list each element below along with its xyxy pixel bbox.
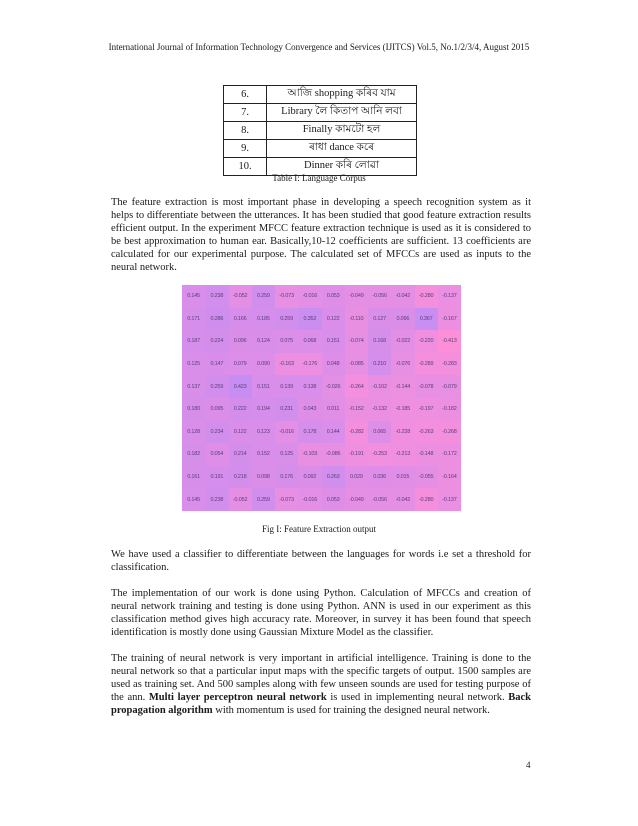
heatmap-cell: 0.367: [415, 308, 438, 331]
heatmap-cell: 0.176: [275, 466, 298, 489]
heatmap-cell: 0.182: [182, 443, 205, 466]
heatmap-cell: -0.172: [438, 443, 461, 466]
heatmap-cell: -0.148: [415, 443, 438, 466]
heatmap-cell: -0.056: [368, 488, 391, 511]
heatmap-cell: -0.102: [368, 375, 391, 398]
heatmap-cell: -0.056: [368, 285, 391, 308]
heatmap-cell: -0.078: [415, 375, 438, 398]
table-row: [224, 140, 417, 158]
heatmap-cell: 0.125: [182, 353, 205, 376]
language-corpus-table: [223, 85, 417, 176]
heatmap-cell: -0.185: [391, 398, 414, 421]
heatmap-cell: 0.137: [182, 375, 205, 398]
heatmap-cell: 0.092: [298, 466, 321, 489]
heatmap-cell: 0.053: [322, 488, 345, 511]
heatmap-cell: 0.147: [205, 353, 228, 376]
row-number: 9.: [224, 140, 267, 158]
heatmap-cell: 0.168: [368, 330, 391, 353]
heatmap-cell: -0.144: [391, 375, 414, 398]
heatmap-cell: -0.268: [438, 421, 461, 444]
heatmap-cell: 0.180: [182, 398, 205, 421]
paragraph-implementation: The implementation of our work is done using Python. Calculation of MFCCs and creation of neural network training and testing is done using Python. ANN is used in our experiment as this classification method gives high accuracy rate. Moreover, in survey it has been found that speech identification is mostly done using Gaussian Mixture Model as the classifier.: [111, 588, 531, 638]
heatmap-cell: 0.139: [275, 375, 298, 398]
heatmap-cell: 0.122: [229, 421, 252, 444]
heatmap-cell: -0.073: [275, 285, 298, 308]
heatmap-cell: -0.176: [298, 353, 321, 376]
heatmap-cell: -0.026: [322, 375, 345, 398]
feature-extraction-figure: [182, 285, 461, 511]
heatmap-cell: 0.029: [345, 466, 368, 489]
heatmap-cell: 0.048: [322, 353, 345, 376]
heatmap-cell: 0.259: [205, 375, 228, 398]
heatmap-cell: 0.128: [182, 421, 205, 444]
row-text: ৰাধা dance কৰে: [267, 140, 417, 158]
row-number: 6.: [224, 86, 267, 104]
row-number: 10.: [224, 158, 267, 176]
heatmap-cell: -0.016: [298, 488, 321, 511]
heatmap-cell: 0.036: [368, 466, 391, 489]
heatmap-cell: -0.042: [391, 285, 414, 308]
heatmap-cell: -0.055: [415, 466, 438, 489]
heatmap-cell: 0.138: [298, 375, 321, 398]
heatmap-cell: -0.164: [438, 466, 461, 489]
row-text: Dinner কৰি লোৱা: [267, 158, 417, 176]
heatmap-cell: 0.151: [252, 375, 275, 398]
heatmap-cell: -0.213: [391, 443, 414, 466]
table-row: [224, 122, 417, 140]
paragraph-training: [111, 652, 531, 717]
heatmap-cell: 0.171: [182, 308, 205, 331]
journal-header: International Journal of Information Technology Convergence and Services (IJITCS) Vol.5, No.1/2/3/4, August 2015: [108, 42, 530, 52]
heatmap-cell: 0.068: [298, 330, 321, 353]
heatmap-cell: -0.191: [345, 443, 368, 466]
training-text-1: The training of neural network is very important in artificial intelligence. Training is done to the neural network so that a particular input maps with the specific targets of output. 1500 samples are used as training set. And 500 samples along with few unseen sounds are used for testing purpose of the ann.: [111, 653, 531, 703]
heatmap-cell: -0.132: [368, 398, 391, 421]
table-caption: Table I: Language Corpus: [272, 173, 366, 183]
heatmap-cell: 0.127: [368, 308, 391, 331]
heatmap-cell: 0.224: [205, 330, 228, 353]
heatmap-cell: -0.228: [391, 421, 414, 444]
heatmap-cell: -0.079: [438, 375, 461, 398]
heatmap-cell: 0.259: [252, 488, 275, 511]
training-text-2: is used in implementing neural network.: [326, 692, 509, 703]
heatmap-cell: -0.280: [415, 285, 438, 308]
heatmap-cell: 0.096: [391, 308, 414, 331]
heatmap-cell: 0.054: [205, 443, 228, 466]
heatmap-cell: 0.144: [322, 421, 345, 444]
heatmap-cell: -0.049: [345, 488, 368, 511]
heatmap-cell: 0.238: [205, 488, 228, 511]
table-row: [224, 86, 417, 104]
page-number: 4: [526, 760, 531, 770]
heatmap-cell: -0.163: [275, 353, 298, 376]
heatmap-cell: 0.075: [275, 330, 298, 353]
row-number: 8.: [224, 122, 267, 140]
heatmap-cell: -0.086: [322, 443, 345, 466]
heatmap-cell: 0.125: [275, 443, 298, 466]
heatmap-cell: -0.197: [415, 398, 438, 421]
heatmap-cell: -0.110: [345, 308, 368, 331]
heatmap-cell: 0.053: [322, 285, 345, 308]
heatmap-cell: 0.043: [298, 398, 321, 421]
heatmap-cell: 0.123: [252, 421, 275, 444]
heatmap-cell: 0.191: [205, 466, 228, 489]
heatmap-cell: 0.231: [275, 398, 298, 421]
heatmap-cell: -0.167: [438, 308, 461, 331]
row-text: আজি shopping কৰিব যাম: [267, 86, 417, 104]
heatmap-cell: 0.352: [298, 308, 321, 331]
heatmap-cell: -0.253: [368, 443, 391, 466]
heatmap-cell: 0.151: [322, 330, 345, 353]
heatmap-cell: -0.049: [345, 285, 368, 308]
heatmap-cell: 0.096: [229, 330, 252, 353]
heatmap-cell: -0.280: [415, 488, 438, 511]
heatmap-cell: 0.124: [252, 330, 275, 353]
heatmap-cell: -0.016: [275, 421, 298, 444]
heatmap-cell: -0.076: [391, 353, 414, 376]
heatmap-cell: -0.182: [438, 398, 461, 421]
heatmap-cell: -0.413: [438, 330, 461, 353]
heatmap-cell: 0.098: [252, 466, 275, 489]
heatmap-cell: -0.073: [275, 488, 298, 511]
heatmap-cell: -0.042: [391, 488, 414, 511]
heatmap-cell: -0.263: [415, 421, 438, 444]
heatmap-cell: 0.259: [252, 285, 275, 308]
heatmap-cell: 0.214: [229, 443, 252, 466]
heatmap-cell: -0.152: [345, 398, 368, 421]
heatmap-cell: -0.085: [345, 353, 368, 376]
heatmap-cell: -0.022: [391, 330, 414, 353]
heatmap-cell: -0.052: [229, 488, 252, 511]
heatmap-cell: 0.011: [322, 398, 345, 421]
figure-caption: Fig I: Feature Extraction output: [262, 524, 376, 534]
heatmap-cell: 0.259: [275, 308, 298, 331]
heatmap-cell: 0.079: [229, 353, 252, 376]
row-text: Library লৈ কিতাপ আনি লবা: [267, 104, 417, 122]
heatmap-cell: 0.238: [205, 285, 228, 308]
heatmap-cell: -0.283: [438, 353, 461, 376]
heatmap-cell: 0.178: [298, 421, 321, 444]
heatmap-cell: -0.137: [438, 285, 461, 308]
backprop-highlight: Back propagation algorithm: [111, 692, 531, 716]
row-number: 7.: [224, 104, 267, 122]
heatmap-cell: 0.218: [229, 466, 252, 489]
heatmap-cell: -0.052: [229, 285, 252, 308]
heatmap-cell: 0.065: [368, 421, 391, 444]
paragraph-feature-extraction: The feature extraction is most important phase in developing a speech recognition system as it helps to differentiate between the utterances. It has been studied that good feature extraction results efficient output. In the experiment MFCC feature extraction technique is used as it is considered to be best approximation to human ear. Basically,10-12 coefficients are sufficient. 13 coefficients are calculated for our experimental purpose. The calculated set of MFCCs are used as inputs to the neural network.: [111, 197, 531, 273]
heatmap-cell: 0.145: [182, 488, 205, 511]
heatmap-cell: -0.137: [438, 488, 461, 511]
heatmap-cell: 0.286: [205, 308, 228, 331]
heatmap-cell: -0.016: [298, 285, 321, 308]
heatmap-cell: 0.152: [252, 443, 275, 466]
heatmap-cell: 0.194: [252, 398, 275, 421]
heatmap-cell: 0.222: [229, 398, 252, 421]
heatmap-cell: -0.289: [415, 353, 438, 376]
heatmap-cell: 0.185: [252, 308, 275, 331]
paragraph-classifier: We have used a classifier to differentiate between the languages for words i.e set a threshold for classification.: [111, 549, 531, 573]
row-text: Finally কামটো হল: [267, 122, 417, 140]
heatmap-cell: 0.015: [391, 466, 414, 489]
heatmap-cell: -0.103: [298, 443, 321, 466]
heatmap-cell: -0.282: [345, 421, 368, 444]
heatmap-cell: 0.166: [229, 308, 252, 331]
heatmap-cell: 0.423: [229, 375, 252, 398]
heatmap-cell: -0.220: [415, 330, 438, 353]
heatmap-cell: 0.187: [182, 330, 205, 353]
heatmap-cell: -0.074: [345, 330, 368, 353]
heatmap-cell: 0.234: [205, 421, 228, 444]
heatmap-cell: 0.210: [368, 353, 391, 376]
heatmap-cell: 0.122: [322, 308, 345, 331]
heatmap-cell: 0.095: [205, 398, 228, 421]
heatmap-cell: -0.264: [345, 375, 368, 398]
heatmap-cell: 0.161: [182, 466, 205, 489]
heatmap-cell: 0.090: [252, 353, 275, 376]
mlp-highlight: Multi layer perceptron neural network: [148, 692, 327, 703]
training-text-3: with momentum is used for training the designed neural network.: [212, 705, 490, 716]
heatmap-cell: 0.145: [182, 285, 205, 308]
heatmap-cell: 0.263: [322, 466, 345, 489]
table-row: [224, 104, 417, 122]
